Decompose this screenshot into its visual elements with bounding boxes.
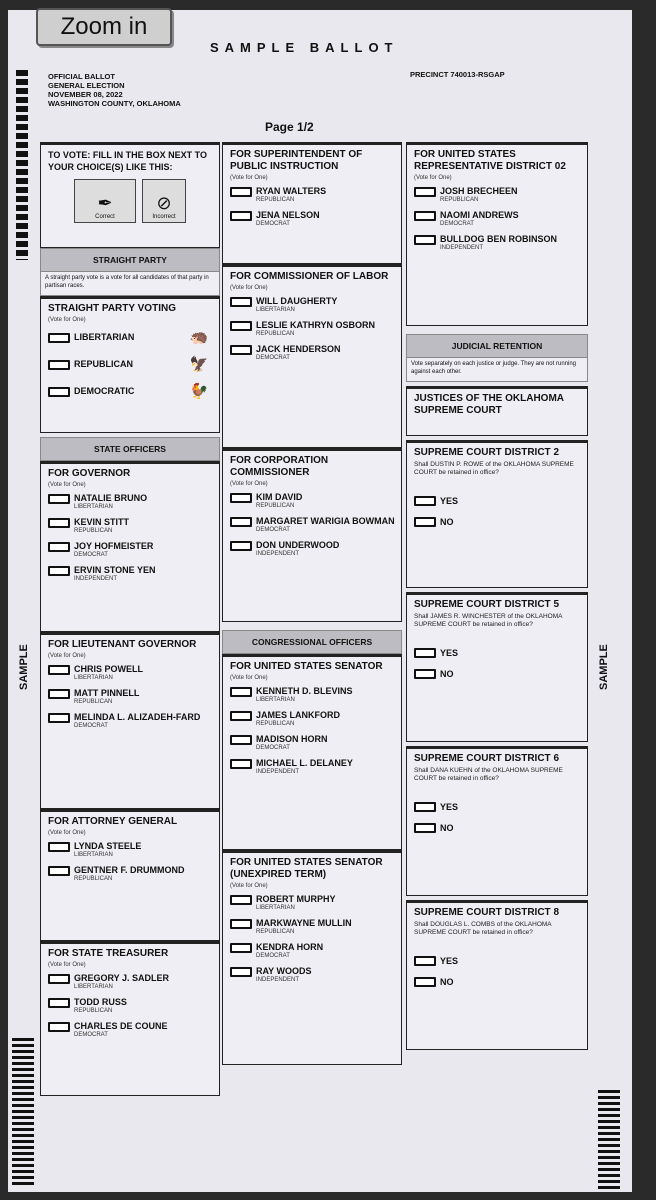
vote-oval[interactable] (414, 235, 436, 245)
candidate-name: MICHAEL L. DELANEY (256, 758, 353, 768)
candidate-name: JOY HOFMEISTER (74, 541, 154, 551)
candidate-name: RYAN WALTERS (256, 186, 327, 196)
candidate-party: LIBERTARIAN (74, 984, 113, 990)
candidate-option[interactable] (230, 966, 396, 984)
vote-oval[interactable] (48, 542, 70, 552)
contest-title: FOR GOVERNOR (48, 468, 131, 479)
ballot-column-3 (406, 142, 588, 1050)
retention-yes-label: YES (440, 647, 459, 658)
vote-oval[interactable] (48, 566, 70, 576)
candidate-option[interactable] (48, 541, 214, 559)
candidate-option[interactable] (230, 894, 396, 912)
candidate-name: WILL DAUGHERTY (256, 296, 338, 306)
candidate-option[interactable] (414, 210, 582, 228)
candidate-party: INDEPENDENT (256, 977, 300, 983)
retention-yes-label: YES (440, 955, 459, 966)
retention-no-option[interactable] (414, 516, 582, 527)
vote-oval[interactable] (414, 496, 436, 506)
candidate-text (74, 664, 143, 682)
candidate-name: DON UNDERWOOD (256, 540, 340, 550)
candidate-text (74, 541, 153, 559)
candidate-name: MARKWAYNE MULLIN (256, 918, 352, 928)
vote-for-instruction: (Vote for One) (230, 175, 268, 181)
candidate-text (256, 686, 353, 704)
vote-oval[interactable] (414, 977, 436, 987)
candidate-text (74, 865, 185, 883)
straight-party-options (48, 328, 214, 400)
candidate-party: REPUBLICAN (256, 503, 295, 509)
retention-yes-label: YES (440, 495, 459, 506)
contest-box (40, 809, 220, 941)
candidate-name: MATT PINNELL (74, 688, 140, 698)
candidate-party: INDEPENDENT (440, 245, 484, 251)
retention-list (406, 440, 588, 1050)
candidate-text (256, 966, 312, 984)
vote-oval[interactable] (230, 297, 252, 307)
contest-box (222, 142, 402, 264)
straight-party-note: A straight party vote is a vote for all candidates of that party in partisan races. (40, 272, 220, 296)
vote-oval[interactable] (414, 187, 436, 197)
candidate-name: NAOMI ANDREWS (440, 210, 519, 220)
contest-title: FOR COMMISSIONER OF LABOR (230, 271, 389, 282)
retention-no-label: NO (440, 976, 454, 987)
candidate-party: REPUBLICAN (440, 197, 479, 203)
retention-no-option[interactable] (414, 668, 582, 679)
candidate-party: DEMOCRAT (256, 745, 290, 751)
col1-contests (40, 461, 220, 1096)
vote-oval[interactable] (48, 333, 70, 343)
candidate-name: ROBERT MURPHY (256, 894, 336, 904)
retention-no-label: NO (440, 516, 454, 527)
candidate-text (74, 688, 139, 706)
instructions-box (40, 142, 220, 248)
vote-oval[interactable] (230, 735, 252, 745)
retention-contest (406, 592, 588, 742)
candidate-option[interactable] (48, 565, 214, 583)
candidate-option[interactable] (230, 734, 396, 752)
candidate-name: CHRIS POWELL (74, 664, 143, 674)
candidate-party: LIBERTARIAN (74, 852, 113, 858)
candidate-option[interactable] (230, 942, 396, 960)
header-line: OFFICIAL BALLOT (48, 72, 115, 81)
col2b-contests (222, 654, 402, 1065)
header-line: NOVEMBER 08, 2022 (48, 90, 123, 99)
candidate-name: KENDRA HORN (256, 942, 324, 952)
candidate-name: MELINDA L. ALIZADEH-FARD (74, 712, 201, 722)
contest-title: STRAIGHT PARTY VOTING (48, 303, 176, 314)
vote-oval[interactable] (48, 689, 70, 699)
vote-oval[interactable] (48, 1022, 70, 1032)
judicial-retention-header: JUDICIAL RETENTION (406, 334, 588, 358)
candidate-option[interactable] (48, 973, 214, 991)
judicial-note: Vote separately on each justice or judge. They are not running against each other. (406, 358, 588, 382)
contest-title: SUPREME COURT DISTRICT 6 (414, 753, 560, 764)
candidate-name: MADISON HORN (256, 734, 328, 744)
retention-question: Shall JAMES R. WINCHESTER of the OKLAHOMA SUPREME COURT be retained in office? (414, 613, 563, 628)
candidate-text (440, 234, 557, 252)
candidate-text (74, 493, 147, 511)
vote-oval[interactable] (230, 711, 252, 721)
candidate-option[interactable] (230, 686, 396, 704)
party-emblem-icon: 🦅 (189, 356, 209, 373)
sample-side-label-left: SAMPLE (18, 644, 30, 690)
vote-oval[interactable] (230, 187, 252, 197)
retention-no-label: NO (440, 668, 454, 679)
candidate-party: REPUBLICAN (256, 197, 295, 203)
candidate-option[interactable] (48, 493, 214, 511)
candidate-name: ERVIN STONE YEN (74, 565, 156, 575)
ballot-header-info (48, 72, 181, 108)
precinct-label: PRECINCT 740013-RSGAP (410, 70, 505, 79)
spacer (414, 481, 582, 495)
candidate-name: LYNDA STEELE (74, 841, 142, 851)
retention-yes-option[interactable] (414, 647, 582, 658)
candidate-text (74, 997, 127, 1015)
incorrect-label: Incorrect (152, 214, 176, 220)
party-emblem-icon: 🦔 (189, 329, 209, 346)
vote-for-instruction: (Vote for One) (48, 830, 86, 836)
candidate-option[interactable] (230, 320, 396, 338)
contest-title: FOR UNITED STATES SENATOR (UNEXPIRED TERM) (230, 857, 383, 880)
candidate-text (256, 540, 339, 558)
candidate-text (256, 894, 336, 912)
vote-for-instruction: (Vote for One) (230, 675, 268, 681)
timing-marks (12, 1038, 34, 1188)
retention-question: Shall DANA KUEHN of the OKLAHOMA SUPREME COURT be retained in office? (414, 767, 563, 782)
candidate-party: INDEPENDENT (74, 576, 118, 582)
timing-marks (16, 70, 28, 260)
candidate-party: DEMOCRAT (256, 221, 290, 227)
party-name: REPUBLICAN (74, 358, 134, 369)
candidate-option[interactable] (230, 210, 396, 228)
candidate-party: DEMOCRAT (440, 221, 474, 227)
candidate-option[interactable] (48, 688, 214, 706)
candidate-party: LIBERTARIAN (256, 307, 295, 313)
vote-oval[interactable] (230, 541, 252, 551)
retention-yes-label: YES (440, 801, 459, 812)
contest-title: FOR STATE TREASURER (48, 948, 169, 959)
ballot-column-2 (222, 142, 402, 1065)
candidate-name: LESLIE KATHRYN OSBORN (256, 320, 376, 330)
zoom-in-button[interactable]: Zoom in (36, 8, 172, 46)
candidate-text (256, 758, 353, 776)
candidate-name: MARGARET WARIGIA BOWMAN (256, 516, 395, 526)
contest-straight-party (40, 296, 220, 433)
vote-oval[interactable] (414, 517, 436, 527)
candidate-name: JACK HENDERSON (256, 344, 341, 354)
candidate-name: JOSH BRECHEEN (440, 186, 518, 196)
contest-title: FOR UNITED STATES REPRESENTATIVE DISTRICT 02 (414, 149, 566, 172)
vote-oval[interactable] (414, 956, 436, 966)
vote-oval[interactable] (230, 687, 252, 697)
candidate-party: LIBERTARIAN (256, 697, 295, 703)
retention-yes-option[interactable] (414, 801, 582, 812)
candidate-party: REPUBLICAN (256, 929, 295, 935)
marking-examples (74, 179, 214, 223)
candidate-party: DEMOCRAT (256, 527, 290, 533)
candidate-text (256, 942, 323, 960)
candidate-party: REPUBLICAN (74, 528, 113, 534)
col2a-contests (222, 142, 402, 622)
candidate-text (74, 973, 169, 991)
contest-title: FOR LIEUTENANT GOVERNOR (48, 639, 197, 650)
candidate-party: LIBERTARIAN (256, 905, 295, 911)
candidate-option[interactable] (230, 710, 396, 728)
candidate-text (256, 516, 395, 534)
candidate-party: DEMOCRAT (74, 723, 108, 729)
col3a-contest (406, 142, 588, 326)
vote-for-instruction: (Vote for One) (48, 653, 86, 659)
vote-for-instruction: (Vote for One) (48, 317, 86, 323)
candidate-text (256, 320, 375, 338)
candidate-option[interactable] (230, 918, 396, 936)
candidate-option[interactable] (48, 517, 214, 535)
candidate-option[interactable] (48, 664, 214, 682)
vote-for-instruction: (Vote for One) (230, 883, 268, 889)
vote-oval[interactable] (48, 842, 70, 852)
retention-no-option[interactable] (414, 822, 582, 833)
retention-contest (406, 440, 588, 588)
contest-box (222, 850, 402, 1065)
contest-box (222, 654, 402, 850)
vote-for-instruction: (Vote for One) (230, 481, 268, 487)
candidate-name: KEVIN STITT (74, 517, 130, 527)
correct-label: Correct (95, 214, 115, 220)
candidate-name: CHARLES DE COUNE (74, 1021, 168, 1031)
party-name: DEMOCRATIC (74, 385, 135, 396)
party-emblem-icon: 🐓 (189, 383, 209, 400)
contest-title: SUPREME COURT DISTRICT 2 (414, 447, 560, 458)
vote-for-instruction: (Vote for One) (230, 285, 268, 291)
candidate-option[interactable] (230, 186, 396, 204)
candidate-name: JENA NELSON (256, 210, 320, 220)
vote-oval[interactable] (48, 360, 70, 370)
congressional-officers-header: CONGRESSIONAL OFFICERS (222, 630, 402, 654)
candidate-party: REPUBLICAN (74, 699, 113, 705)
vote-oval[interactable] (48, 974, 70, 984)
candidate-option[interactable] (48, 712, 214, 730)
candidate-name: BULLDOG BEN ROBINSON (440, 234, 557, 244)
vote-oval[interactable] (230, 321, 252, 331)
candidate-option[interactable] (230, 758, 396, 776)
candidate-name: TODD RUSS (74, 997, 127, 1007)
candidate-text (256, 186, 326, 204)
candidate-text (256, 710, 340, 728)
candidate-text (256, 344, 341, 362)
candidate-name: NATALIE BRUNO (74, 493, 148, 503)
candidate-option[interactable] (48, 997, 214, 1015)
page-number: Page 1/2 (265, 120, 314, 134)
header-line: WASHINGTON COUNTY, OKLAHOMA (48, 99, 181, 108)
spacer (414, 633, 582, 647)
vote-oval[interactable] (48, 665, 70, 675)
candidate-party: REPUBLICAN (74, 876, 113, 882)
straight-party-header: STRAIGHT PARTY (40, 248, 220, 272)
correct-example (74, 179, 136, 223)
candidate-name: GREGORY J. SADLER (74, 973, 170, 983)
straight-party-option[interactable] (48, 382, 214, 400)
vote-oval[interactable] (230, 517, 252, 527)
candidate-party: LIBERTARIAN (74, 504, 113, 510)
contest-box (222, 264, 402, 448)
vote-oval[interactable] (414, 648, 436, 658)
vote-oval[interactable] (414, 823, 436, 833)
vote-oval[interactable] (230, 345, 252, 355)
candidate-party: DEMOCRAT (256, 953, 290, 959)
retention-contest (406, 746, 588, 896)
candidate-name: RAY WOODS (256, 966, 312, 976)
prohibited-icon: ⊘ (156, 193, 172, 213)
vote-oval[interactable] (230, 943, 252, 953)
candidate-name: KENNETH D. BLEVINS (256, 686, 353, 696)
candidate-party: REPUBLICAN (74, 1008, 113, 1014)
contest-title: FOR CORPORATION COMMISSIONER (230, 455, 329, 478)
justices-header-box (406, 386, 588, 436)
state-officers-header: STATE OFFICERS (40, 437, 220, 461)
spacer (414, 787, 582, 801)
sample-side-label-right: SAMPLE (598, 644, 610, 690)
contest-title: FOR ATTORNEY GENERAL (48, 816, 178, 827)
contest-title: FOR UNITED STATES SENATOR (230, 661, 383, 672)
retention-question: Shall DOUGLAS L. COMBS of the OKLAHOMA SUPREME COURT be retained in office? (414, 921, 552, 936)
candidate-option[interactable] (48, 841, 214, 859)
candidate-text (440, 186, 518, 204)
contest-title: SUPREME COURT DISTRICT 8 (414, 907, 560, 918)
vote-oval[interactable] (48, 387, 70, 397)
candidate-party: REPUBLICAN (256, 331, 295, 337)
vote-oval[interactable] (48, 518, 70, 528)
retention-no-label: NO (440, 822, 454, 833)
contest-title: SUPREME COURT DISTRICT 5 (414, 599, 560, 610)
retention-no-option[interactable] (414, 976, 582, 987)
spacer (414, 941, 582, 955)
candidate-option[interactable] (230, 296, 396, 314)
candidate-text (256, 918, 352, 936)
vote-oval[interactable] (414, 802, 436, 812)
candidate-option[interactable] (230, 492, 396, 510)
vote-for-instruction: (Vote for One) (414, 175, 452, 181)
vote-oval[interactable] (48, 494, 70, 504)
candidate-name: JAMES LANKFORD (256, 710, 341, 720)
candidate-name: KIM DAVID (256, 492, 303, 502)
contest-box (406, 142, 588, 326)
candidate-text (74, 712, 200, 730)
retention-contest (406, 900, 588, 1050)
header-line: GENERAL ELECTION (48, 81, 125, 90)
vote-oval[interactable] (230, 919, 252, 929)
vote-for-instruction: (Vote for One) (48, 962, 86, 968)
candidate-option[interactable] (48, 865, 214, 883)
vote-oval[interactable] (48, 866, 70, 876)
candidate-text (74, 565, 156, 583)
vote-oval[interactable] (230, 493, 252, 503)
candidate-option[interactable] (414, 234, 582, 252)
candidate-option[interactable] (230, 516, 396, 534)
candidate-party: LIBERTARIAN (74, 675, 113, 681)
candidate-text (74, 1021, 168, 1039)
candidate-option[interactable] (230, 540, 396, 558)
contest-box (40, 632, 220, 809)
candidate-party: INDEPENDENT (256, 551, 300, 557)
vote-oval[interactable] (414, 669, 436, 679)
instructions-text: TO VOTE: FILL IN THE BOX NEXT TO YOUR CHOICE(S) LIKE THIS: (48, 150, 208, 172)
candidate-option[interactable] (48, 1021, 214, 1039)
candidate-option[interactable] (414, 186, 582, 204)
party-name: LIBERTARIAN (74, 331, 135, 342)
vote-oval[interactable] (230, 759, 252, 769)
candidate-text (440, 210, 519, 228)
vote-for-instruction: (Vote for One) (48, 482, 86, 488)
contest-box (40, 941, 220, 1096)
vote-oval[interactable] (414, 211, 436, 221)
timing-marks (598, 1090, 620, 1190)
candidate-text (256, 492, 302, 510)
vote-oval[interactable] (48, 998, 70, 1008)
candidate-party: DEMOCRAT (74, 1032, 108, 1038)
candidate-name: GENTNER F. DRUMMOND (74, 865, 185, 875)
candidate-party: REPUBLICAN (256, 721, 295, 727)
candidate-party: DEMOCRAT (256, 355, 290, 361)
pen-icon: ✒ (97, 193, 113, 213)
candidate-option[interactable] (230, 344, 396, 362)
vote-oval[interactable] (230, 967, 252, 977)
justices-title: JUSTICES OF THE OKLAHOMA SUPREME COURT (414, 393, 564, 416)
ballot-column-1 (40, 142, 220, 1096)
candidate-text (74, 841, 141, 859)
retention-question: Shall DUSTIN P. ROWE of the OKLAHOMA SUPREME COURT be retained in office? (414, 461, 574, 476)
vote-oval[interactable] (230, 211, 252, 221)
candidate-party: DEMOCRAT (74, 552, 108, 558)
candidate-text (256, 296, 337, 314)
contest-title: FOR SUPERINTENDENT OF PUBLIC INSTRUCTION (230, 149, 363, 172)
retention-yes-option[interactable] (414, 495, 582, 506)
vote-oval[interactable] (230, 895, 252, 905)
contest-box (40, 461, 220, 632)
candidate-text (256, 734, 328, 752)
straight-party-option[interactable] (48, 355, 214, 373)
contest-box (222, 448, 402, 622)
candidate-text (256, 210, 320, 228)
candidate-text (74, 517, 129, 535)
ballot-title: SAMPLE BALLOT (210, 40, 399, 55)
straight-party-option[interactable] (48, 328, 214, 346)
retention-yes-option[interactable] (414, 955, 582, 966)
candidate-party: INDEPENDENT (256, 769, 300, 775)
incorrect-example (142, 179, 186, 223)
vote-oval[interactable] (48, 713, 70, 723)
